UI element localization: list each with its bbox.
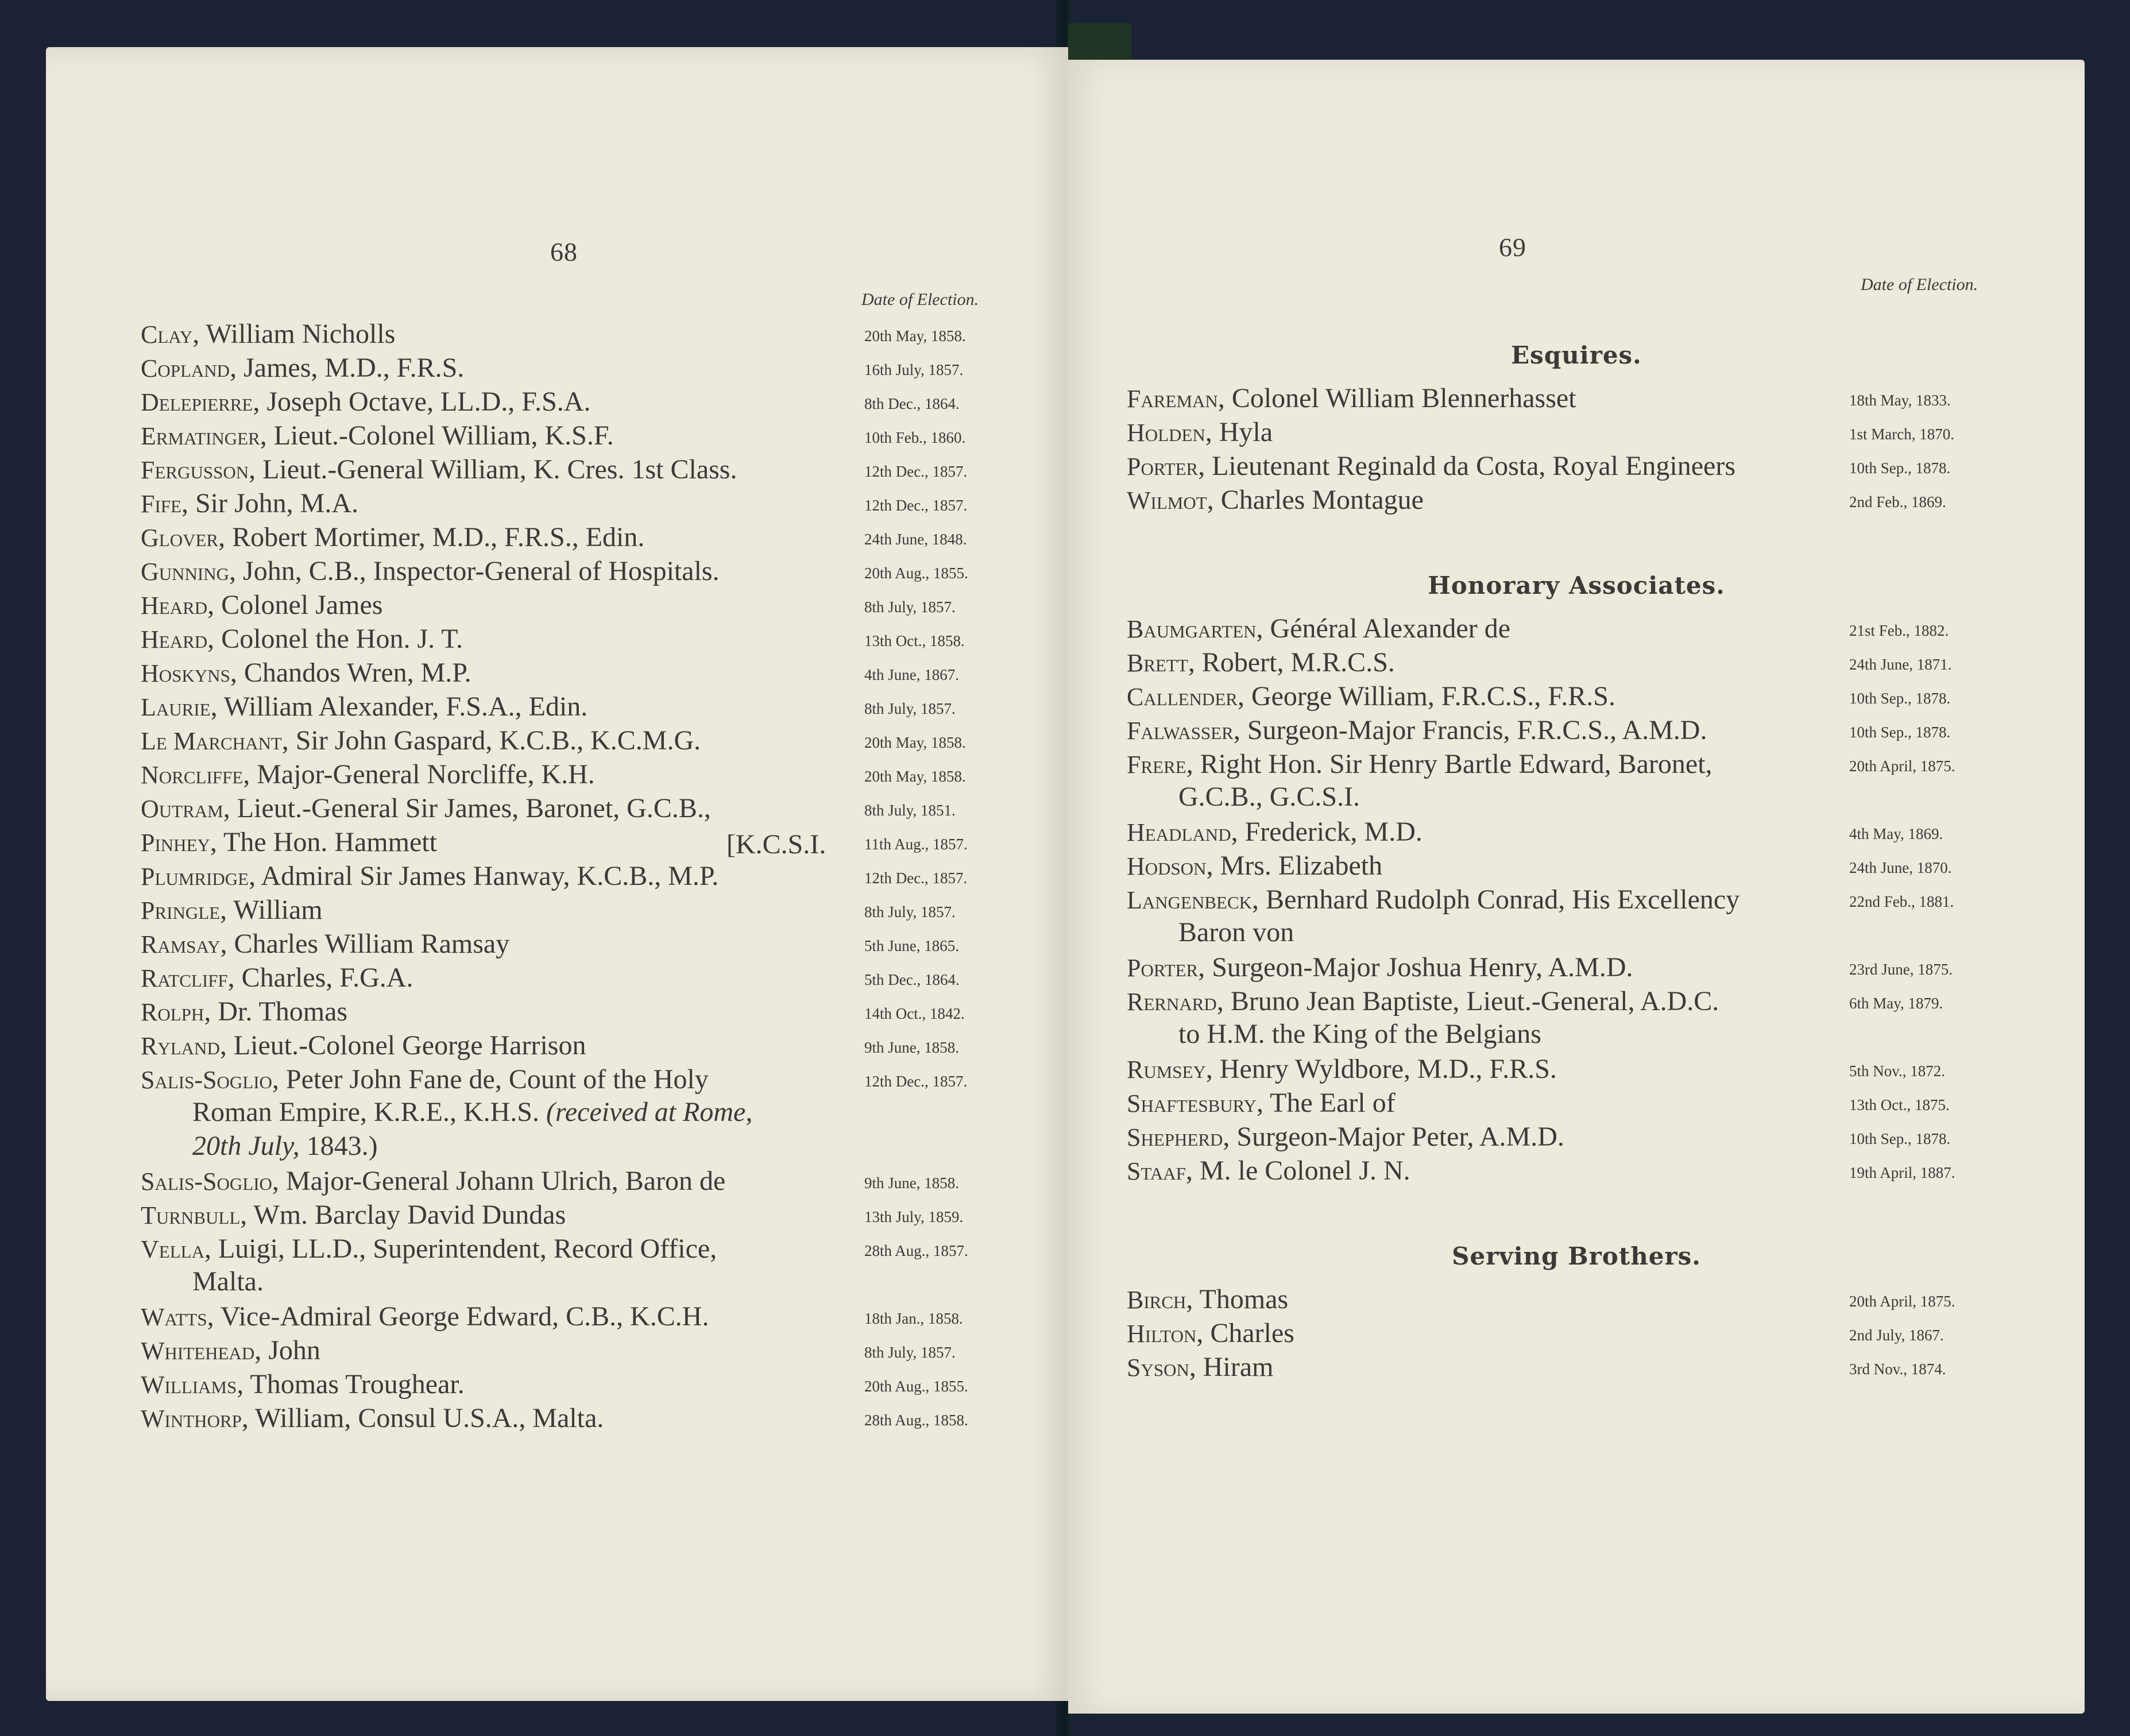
member-details: , William: [220, 895, 323, 925]
election-date: 5th June, 1865.: [864, 937, 959, 954]
member-details: , The Hon. Hammett: [210, 827, 437, 857]
member-name: [1127, 679, 1615, 714]
election-date: 13th Oct., 1875.: [1849, 1096, 1950, 1113]
member-name: [141, 690, 587, 725]
election-date: 24th June, 1870.: [1849, 859, 1952, 876]
member-surname: Holden: [1127, 419, 1205, 447]
member-details: , Robert, M.R.C.S.: [1188, 647, 1395, 678]
member-name: [141, 1333, 320, 1368]
continued-text: Malta.: [192, 1266, 264, 1297]
member-surname: Salis-Soglio: [141, 1066, 272, 1094]
election-date: 10th Sep., 1878.: [1849, 724, 1951, 741]
member-details: , The Earl of: [1257, 1088, 1395, 1118]
member-details: , Luigi, LL.D., Superintendent, Record Office,: [204, 1234, 717, 1264]
election-date: 23rd June, 1875.: [1849, 961, 1953, 978]
election-date: 14th Oct., 1842.: [864, 1005, 965, 1022]
member-details: , Colonel the Hon. J. T.: [207, 624, 463, 654]
member-surname: Laurie: [141, 693, 211, 721]
member-name: [141, 520, 644, 555]
member-name: [141, 317, 395, 352]
election-date: 8th July, 1857.: [864, 700, 956, 717]
election-date: 18th May, 1833.: [1849, 392, 1951, 409]
member-details: , Charles William Ramsay: [220, 929, 510, 959]
note-italic: 20th July,: [192, 1131, 300, 1161]
member-surname: Watts: [141, 1303, 207, 1331]
member-surname: Falwasser: [1127, 717, 1234, 745]
member-details: , Frederick, M.D.: [1231, 817, 1422, 847]
member-name: [141, 656, 471, 691]
member-name: [1127, 415, 1273, 450]
member-honours: [K.C.S.I.: [726, 829, 826, 860]
member-surname: Pringle: [141, 896, 221, 925]
member-details: , William, Consul U.S.A., Malta.: [241, 1403, 604, 1433]
member-name: [141, 351, 464, 386]
member-name: [141, 1164, 725, 1199]
member-details: , Thomas Troughear.: [237, 1369, 465, 1399]
election-date: 4th May, 1869.: [1849, 825, 1943, 842]
member-name: [141, 995, 347, 1030]
member-details: , Lieut.-General William, K. Cres. 1st Class.: [249, 454, 737, 485]
column-header-date: Date of Election.: [861, 290, 979, 309]
member-surname: Syson: [1127, 1354, 1189, 1382]
left-page: [46, 47, 1068, 1701]
member-details: , Lieut.-Colonel William, K.S.F.: [260, 420, 614, 451]
member-name: [141, 1062, 709, 1097]
member-details: , Joseph Octave, LL.D., F.S.A.: [253, 386, 591, 417]
member-surname: Wilmot: [1127, 486, 1207, 515]
member-surname: Rumsey: [1127, 1055, 1206, 1084]
election-date: 28th Aug., 1858.: [864, 1412, 968, 1429]
right-page: [1068, 60, 2085, 1714]
member-surname: Le Marchant: [141, 727, 282, 755]
member-details: , William Alexander, F.S.A., Edin.: [210, 691, 588, 722]
member-name: [141, 385, 590, 420]
member-name: [141, 825, 437, 860]
member-details: , Lieut.-General Sir James, Baronet, G.C.B.,: [223, 793, 711, 823]
member-name: [1127, 984, 1719, 1019]
spine-ribbon: [1068, 23, 1131, 63]
member-name: [141, 724, 701, 759]
member-details: , Chandos Wren, M.P.: [230, 658, 471, 688]
election-date: 5th Nov., 1872.: [1849, 1062, 1945, 1080]
member-details: , Charles Montague: [1207, 485, 1424, 515]
member-details-continued: [192, 1130, 378, 1162]
member-name: [1127, 1282, 1288, 1317]
continued-text: Baron von: [1178, 917, 1294, 948]
member-surname: Hodson: [1127, 852, 1207, 880]
member-details: , Charles, F.G.A.: [227, 962, 413, 993]
member-name: [1127, 1316, 1294, 1351]
member-name: [141, 1401, 604, 1436]
member-surname: Outram: [141, 795, 223, 823]
member-surname: Rernard: [1127, 988, 1217, 1016]
member-surname: Turnbull: [141, 1201, 241, 1229]
member-name: [141, 961, 413, 996]
member-details-continued: [1178, 781, 1360, 813]
member-details: , Hiram: [1189, 1352, 1274, 1382]
election-date: 20th May, 1858.: [864, 768, 966, 785]
member-surname: Clay: [141, 320, 193, 349]
member-name: [141, 893, 323, 928]
member-name: [1127, 1154, 1410, 1189]
member-details: , James, M.D., F.R.S.: [230, 353, 465, 383]
member-surname: Plumridge: [141, 863, 249, 891]
member-details-continued: [192, 1096, 752, 1128]
member-details: , Peter John Fane de, Count of the Holy: [272, 1064, 709, 1095]
member-surname: Whitehead: [141, 1337, 255, 1365]
election-date: 20th Aug., 1855.: [864, 1378, 968, 1395]
member-name: [141, 453, 737, 488]
member-surname: Ryland: [141, 1032, 220, 1060]
member-surname: Frere: [1127, 751, 1186, 779]
election-date: 20th April, 1875.: [1849, 757, 1955, 775]
member-surname: Hilton: [1127, 1320, 1197, 1348]
member-surname: Ratcliff: [141, 964, 228, 992]
member-surname: Williams: [141, 1371, 237, 1399]
member-details: , John: [254, 1335, 320, 1366]
member-details: , Vice-Admiral George Edward, C.B., K.C.H.: [207, 1301, 709, 1332]
member-surname: Shepherd: [1127, 1123, 1223, 1151]
section-heading: Honorary Associates.: [1428, 571, 1725, 600]
section-heading: Serving Brothers.: [1452, 1242, 1701, 1270]
member-details: , Bernhard Rudolph Conrad, His Excellency: [1252, 884, 1740, 915]
member-surname: Callender: [1127, 683, 1238, 711]
member-surname: Porter: [1127, 954, 1199, 982]
member-details: , Dr. Thomas: [204, 996, 348, 1027]
continued-text: G.C.B., G.C.S.I.: [1178, 782, 1360, 812]
election-date: 12th Dec., 1857.: [864, 869, 968, 887]
member-details: , John, C.B., Inspector-General of Hospitals.: [229, 556, 720, 586]
member-name: [1127, 747, 1712, 782]
election-date: 20th May, 1858.: [864, 734, 966, 751]
member-name: [141, 1198, 566, 1233]
member-name: [141, 486, 358, 521]
election-date: 2nd Feb., 1869.: [1849, 493, 1946, 511]
member-surname: Ermatinger: [141, 422, 260, 450]
election-date: 24th June, 1848.: [864, 531, 967, 548]
member-details-continued: [1178, 917, 1294, 948]
member-surname: Ramsay: [141, 930, 221, 958]
member-surname: Heard: [141, 591, 208, 620]
column-header-date: Date of Election.: [1861, 275, 1978, 294]
member-name: [1127, 849, 1382, 884]
election-date: 16th July, 1857.: [864, 361, 964, 378]
election-date: 8th July, 1857.: [864, 598, 956, 616]
member-name: [141, 757, 595, 792]
member-name: [1127, 381, 1576, 416]
member-details: , Colonel William Blennerhasset: [1217, 383, 1576, 413]
member-details: , Surgeon-Major Francis, F.R.C.S., A.M.D.: [1233, 715, 1707, 745]
member-details-continued: [1178, 1018, 1541, 1050]
member-name: [1127, 1052, 1557, 1087]
member-surname: Copland: [141, 354, 230, 382]
member-details: , Surgeon-Major Peter, A.M.D.: [1223, 1122, 1564, 1152]
election-date: 22nd Feb., 1881.: [1849, 893, 1954, 910]
member-surname: Winthorp: [141, 1405, 242, 1433]
member-name: [1127, 645, 1395, 681]
member-surname: Langenbeck: [1127, 886, 1253, 914]
election-date: 10th Sep., 1878.: [1849, 690, 1951, 707]
election-date: 4th June, 1867.: [864, 666, 959, 683]
member-details: , Thomas: [1186, 1284, 1289, 1314]
member-surname: Salis-Soglio: [141, 1167, 272, 1196]
member-details: , Mrs. Elizabeth: [1206, 850, 1383, 881]
member-details: , Wm. Barclay David Dundas: [240, 1200, 566, 1230]
election-date: 12th Dec., 1857.: [864, 463, 968, 480]
member-details: , Bruno Jean Baptiste, Lieut.-General, A.D.C.: [1216, 986, 1719, 1016]
election-date: 13th Oct., 1858.: [864, 632, 965, 649]
member-details: , Robert Mortimer, M.D., F.R.S., Edin.: [218, 522, 645, 552]
member-details: , Major-General Johann Ulrich, Baron de: [272, 1166, 726, 1196]
member-details: , Hyla: [1205, 417, 1273, 447]
member-surname: Heard: [141, 625, 208, 654]
member-name: [141, 1300, 709, 1335]
member-details-continued: [192, 1266, 264, 1297]
member-surname: Shaftesbury: [1127, 1089, 1257, 1118]
member-details: , Henry Wyldbore, M.D., F.R.S.: [1205, 1054, 1557, 1084]
election-date: 20th Aug., 1855.: [864, 565, 968, 582]
page-number: 68: [550, 237, 578, 266]
election-date: 20th May, 1858.: [864, 327, 966, 345]
member-name: [1127, 1120, 1564, 1155]
member-surname: Pinhey: [141, 829, 210, 857]
member-name: [1127, 1086, 1395, 1121]
election-date: 9th June, 1858.: [864, 1174, 959, 1192]
section-heading: Esquires.: [1511, 341, 1642, 369]
election-date: 18th Jan., 1858.: [864, 1310, 963, 1327]
member-details: , Right Hon. Sir Henry Bartle Edward, Baronet,: [1186, 749, 1712, 779]
election-date: 1st March, 1870.: [1849, 426, 1954, 443]
election-date: 8th Dec., 1864.: [864, 395, 960, 412]
election-date: 10th Feb., 1860.: [864, 429, 966, 446]
member-details: , Admiral Sir James Hanway, K.C.B., M.P.: [249, 861, 719, 891]
member-name: [1127, 883, 1739, 918]
member-name: [141, 419, 614, 454]
member-name: [1127, 612, 1510, 647]
member-name: [141, 791, 711, 826]
election-date: 20th April, 1875.: [1849, 1293, 1955, 1310]
member-name: [1127, 449, 1735, 484]
member-details: , Sir John Gaspard, K.C.B., K.C.M.G.: [281, 725, 701, 756]
member-details: , George William, F.R.C.S., F.R.S.: [1237, 681, 1615, 712]
election-date: 3rd Nov., 1874.: [1849, 1360, 1946, 1378]
member-name: [1127, 1350, 1274, 1385]
member-details: , Général Alexander de: [1256, 613, 1510, 644]
member-details: , William Nicholls: [192, 319, 396, 349]
election-date: 19th April, 1887.: [1849, 1164, 1955, 1181]
member-surname: Rolph: [141, 998, 204, 1026]
member-surname: Brett: [1127, 649, 1188, 677]
member-name: [1127, 713, 1707, 748]
member-details: , Colonel James: [207, 590, 383, 620]
election-date: 10th Sep., 1878.: [1849, 1130, 1951, 1147]
member-surname: Gunning: [141, 558, 230, 586]
member-details: , Lieutenant Reginald da Costa, Royal Engineers: [1198, 451, 1735, 481]
member-surname: Birch: [1127, 1286, 1186, 1314]
member-name: [141, 554, 720, 589]
member-surname: Delepierre: [141, 388, 253, 416]
election-date: 8th July, 1857.: [864, 903, 956, 921]
member-name: [141, 1232, 717, 1267]
member-name: [1127, 815, 1422, 850]
election-date: 8th July, 1857.: [864, 1344, 956, 1361]
member-name: [141, 588, 382, 623]
member-name: [141, 859, 718, 894]
member-surname: Porter: [1127, 453, 1199, 481]
page-number: 69: [1499, 233, 1526, 262]
election-date: 5th Dec., 1864.: [864, 971, 960, 988]
member-name: [141, 927, 509, 962]
election-date: 28th Aug., 1857.: [864, 1242, 968, 1259]
member-name: [141, 622, 463, 657]
member-surname: Hoskyns: [141, 659, 230, 687]
continued-text: Roman Empire, K.R.E., K.H.S.: [192, 1097, 539, 1127]
member-surname: Fife: [141, 490, 181, 518]
election-date: 11th Aug., 1857.: [864, 836, 968, 853]
member-surname: Staaf: [1127, 1157, 1186, 1185]
member-surname: Norcliffe: [141, 761, 243, 789]
member-name: [1127, 950, 1633, 985]
member-surname: Vella: [141, 1235, 204, 1263]
member-details: , Charles: [1196, 1318, 1294, 1348]
member-name: [1127, 483, 1424, 518]
note-italic: (received at Rome,: [546, 1097, 753, 1127]
election-date: 12th Dec., 1857.: [864, 1073, 968, 1090]
member-surname: Headland: [1127, 818, 1231, 846]
election-date: 8th July, 1851.: [864, 802, 956, 819]
member-name: [141, 1367, 465, 1402]
member-surname: Baumgarten: [1127, 615, 1257, 643]
member-details: , Major-General Norcliffe, K.H.: [243, 759, 595, 790]
member-surname: Glover: [141, 524, 219, 552]
election-date: 24th June, 1871.: [1849, 656, 1952, 673]
continued-text: to H.M. the King of the Belgians: [1178, 1019, 1541, 1049]
election-date: 12th Dec., 1857.: [864, 497, 968, 514]
member-details: , M. le Colonel J. N.: [1185, 1155, 1410, 1186]
election-date: 2nd July, 1867.: [1849, 1327, 1944, 1344]
member-surname: Fareman: [1127, 385, 1218, 413]
member-details: , Lieut.-Colonel George Harrison: [219, 1030, 586, 1061]
election-date: 21st Feb., 1882.: [1849, 622, 1949, 639]
election-date: 6th May, 1879.: [1849, 995, 1943, 1012]
member-name: [141, 1029, 586, 1064]
member-details: , Sir John, M.A.: [181, 488, 359, 519]
member-surname: Fergusson: [141, 456, 249, 484]
election-date: 10th Sep., 1878.: [1849, 459, 1951, 477]
member-details: , Surgeon-Major Joshua Henry, A.M.D.: [1198, 952, 1633, 983]
election-date: 9th June, 1858.: [864, 1039, 959, 1056]
election-date: 13th July, 1859.: [864, 1208, 964, 1225]
continued-text: 1843.): [306, 1131, 378, 1161]
